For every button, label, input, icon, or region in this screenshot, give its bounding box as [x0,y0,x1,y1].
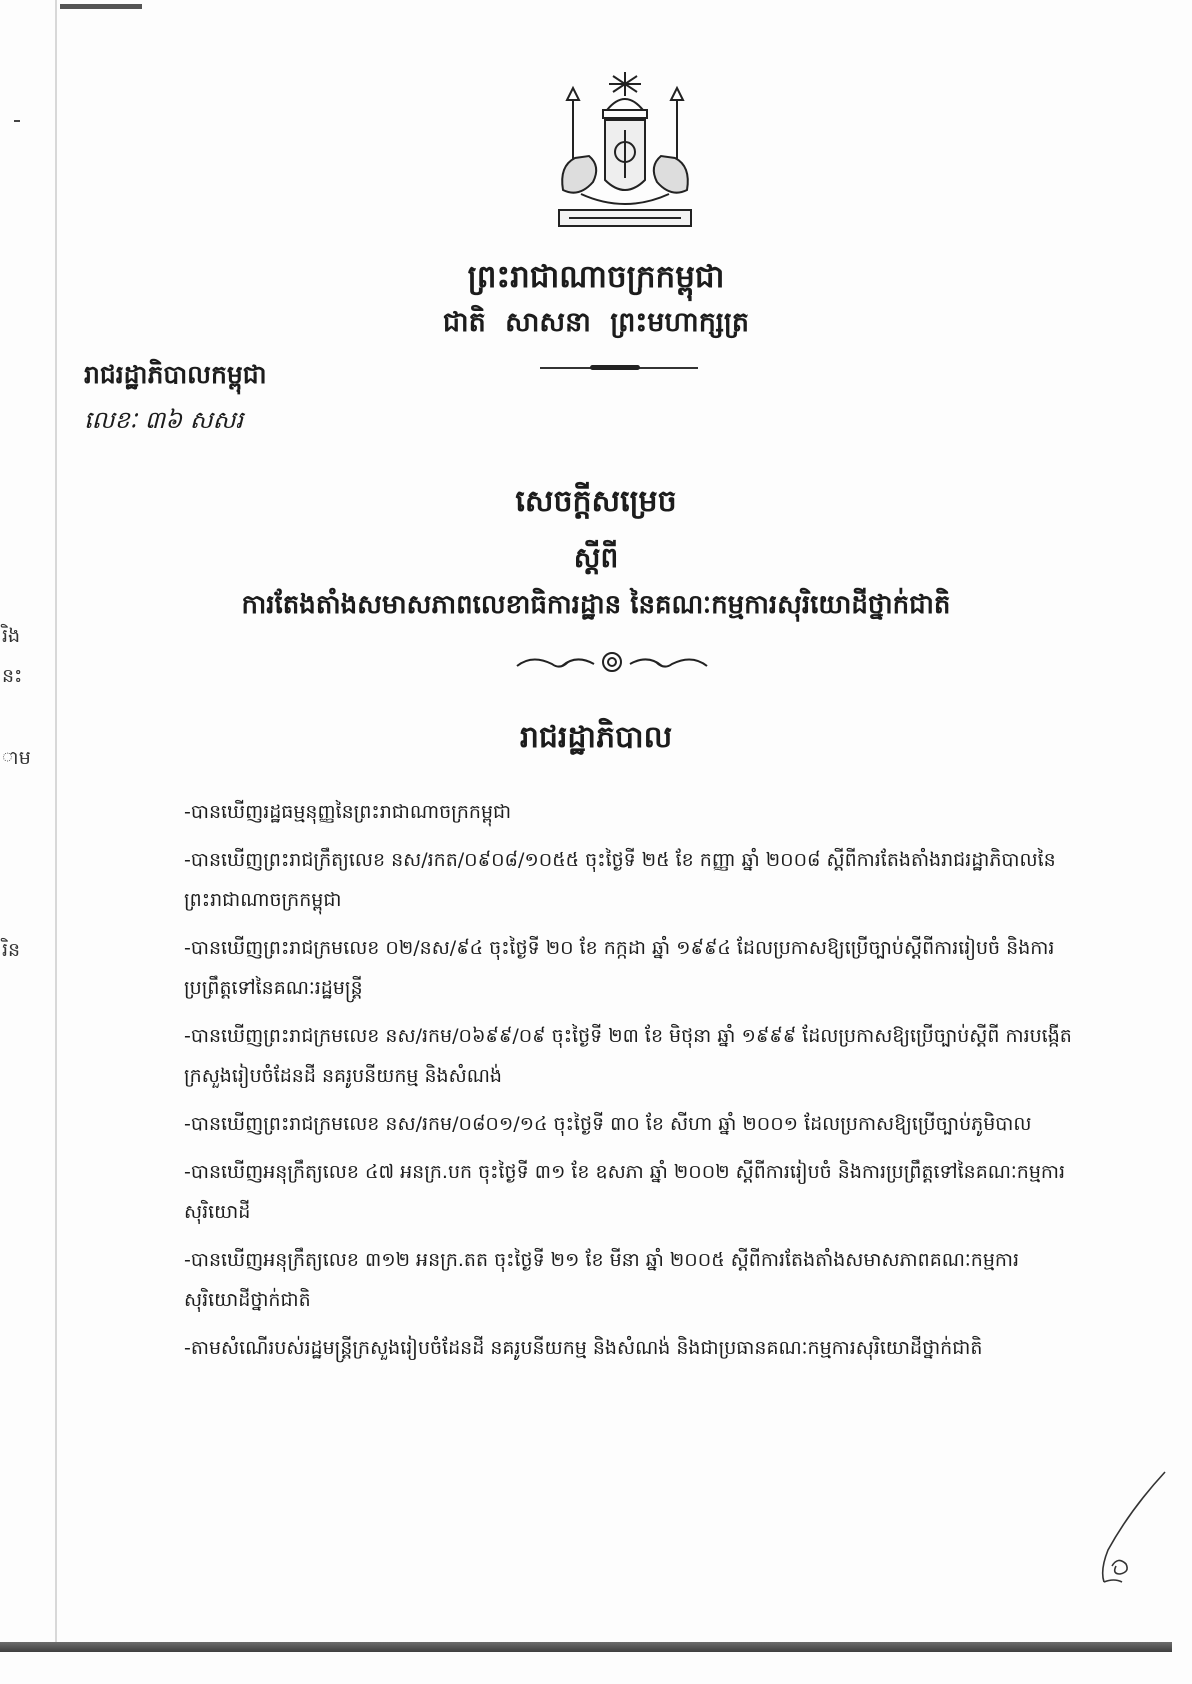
margin-cut-text: ាម [2,747,31,769]
scan-edge-left [55,0,57,1650]
document-type-title: សេចក្ដីសម្រេច [515,484,677,519]
recital-item: -បានឃើញព្រះរាជក្រឹត្យលេខ នស/រកត/០៩០៨/១០៥៥ ចុះថ្ងៃទី ២៥ ខែ កញ្ញា ឆ្នាំ ២០០៨ ស្ដីពីការតែងតាំងរាជរដ្ឋាភិបាលនៃព្រះរាជាណាចក្រកម្ពុជា [184,849,1056,911]
recital-item: -តាមសំណើរបស់រដ្ឋមន្ត្រីក្រសួងរៀបចំដែនដី នគរូបនីយកម្ម និងសំណង់ និងជាប្រធានគណៈកម្មការសុរិយោដីថ្នាក់ជាតិ [184,1337,983,1359]
recital-item: -បានឃើញព្រះរាជក្រមលេខ នស/រកម/០៨០១/១៤ ចុះថ្ងៃទី ៣០ ខែ សីហា ឆ្នាំ ២០០១ ដែលប្រកាសឱ្យប្រើច្បាប់ភូមិបាល [184,1113,1032,1135]
margin-cut-text: នះ [2,665,23,687]
recital-item: -បានឃើញអនុក្រឹត្យលេខ ៣១២ អនក្រ.តត ចុះថ្ងៃទី ២១ ខែ មីនា ឆ្នាំ ២០០៥ ស្ដីពីការតែងតាំងសមាសភាពគណៈកម្មការសុរិយោដីថ្នាក់ជាតិ [184,1249,1019,1311]
national-motto: ជាតិ សាសនា ព្រះមហាក្សត្រ [442,307,750,338]
scan-bottom-edge [0,1642,1172,1652]
about-label: ស្ដីពី [573,541,619,574]
flourish-ornament-icon [512,648,712,678]
motto-divider-ornament [590,365,640,370]
initial-signature-icon [1060,1470,1170,1590]
decision-subject: ការតែងតាំងសមាសភាពលេខាធិការដ្ឋាន នៃគណៈកម្មការសុរិយោដីថ្នាក់ជាតិ [241,590,951,620]
recital-item: -បានឃើញអនុក្រឹត្យលេខ ៤៧ អនក្រ.បក ចុះថ្ងៃទី ៣១ ខែ ឧសភា ឆ្នាំ ២០០២ ស្ដីពីការរៀបចំ និងការប្រព្រឹត្តទៅនៃគណៈកម្មការសុរិយោដី [184,1161,1066,1223]
recital-item: -បានឃើញព្រះរាជក្រមលេខ ០២/នស/៩៤ ចុះថ្ងៃទី ២០ ខែ កក្កដា ឆ្នាំ ១៩៩៤ ដែលប្រកាសឱ្យប្រើច្បាប់ស្ដីពីការរៀបចំ និងការប្រព្រឹត្តទៅនៃគណៈរដ្ឋមន្ត្រី [184,937,1055,999]
recital-item: -បានឃើញព្រះរាជក្រមលេខ នស/រកម/០៦៩៩/០៩ ចុះថ្ងៃទី ២៣ ខែ មិថុនា ឆ្នាំ ១៩៩៩ ដែលប្រកាសឱ្យប្រើច្បាប់ស្ដីពី ការបង្កើតក្រសួងរៀបចំដែនដី នគរូបនីយកម្ម និងសំណង់ [184,1025,1072,1087]
government-heading: រាជរដ្ឋាភិបាល [519,720,673,755]
margin-cut-text: រិន [2,939,21,961]
margin-cut-text: រិង [2,625,21,647]
kingdom-heading: ព្រះរាជាណាចក្រកម្ពុជា [467,259,725,295]
recital-item: -បានឃើញរដ្ឋធម្មនុញ្ញនៃព្រះរាជាណាចក្រកម្ពុជា [184,801,512,823]
royal-coat-of-arms-icon [545,70,705,250]
issuing-authority: រាជរដ្ឋាភិបាលកម្ពុជា [84,360,267,389]
scan-dash-mark [14,120,20,122]
scan-top-mark [60,4,142,9]
document-number: លេខៈ ៣៦ សសរ [84,406,244,434]
recitals-list [184,792,1084,1376]
